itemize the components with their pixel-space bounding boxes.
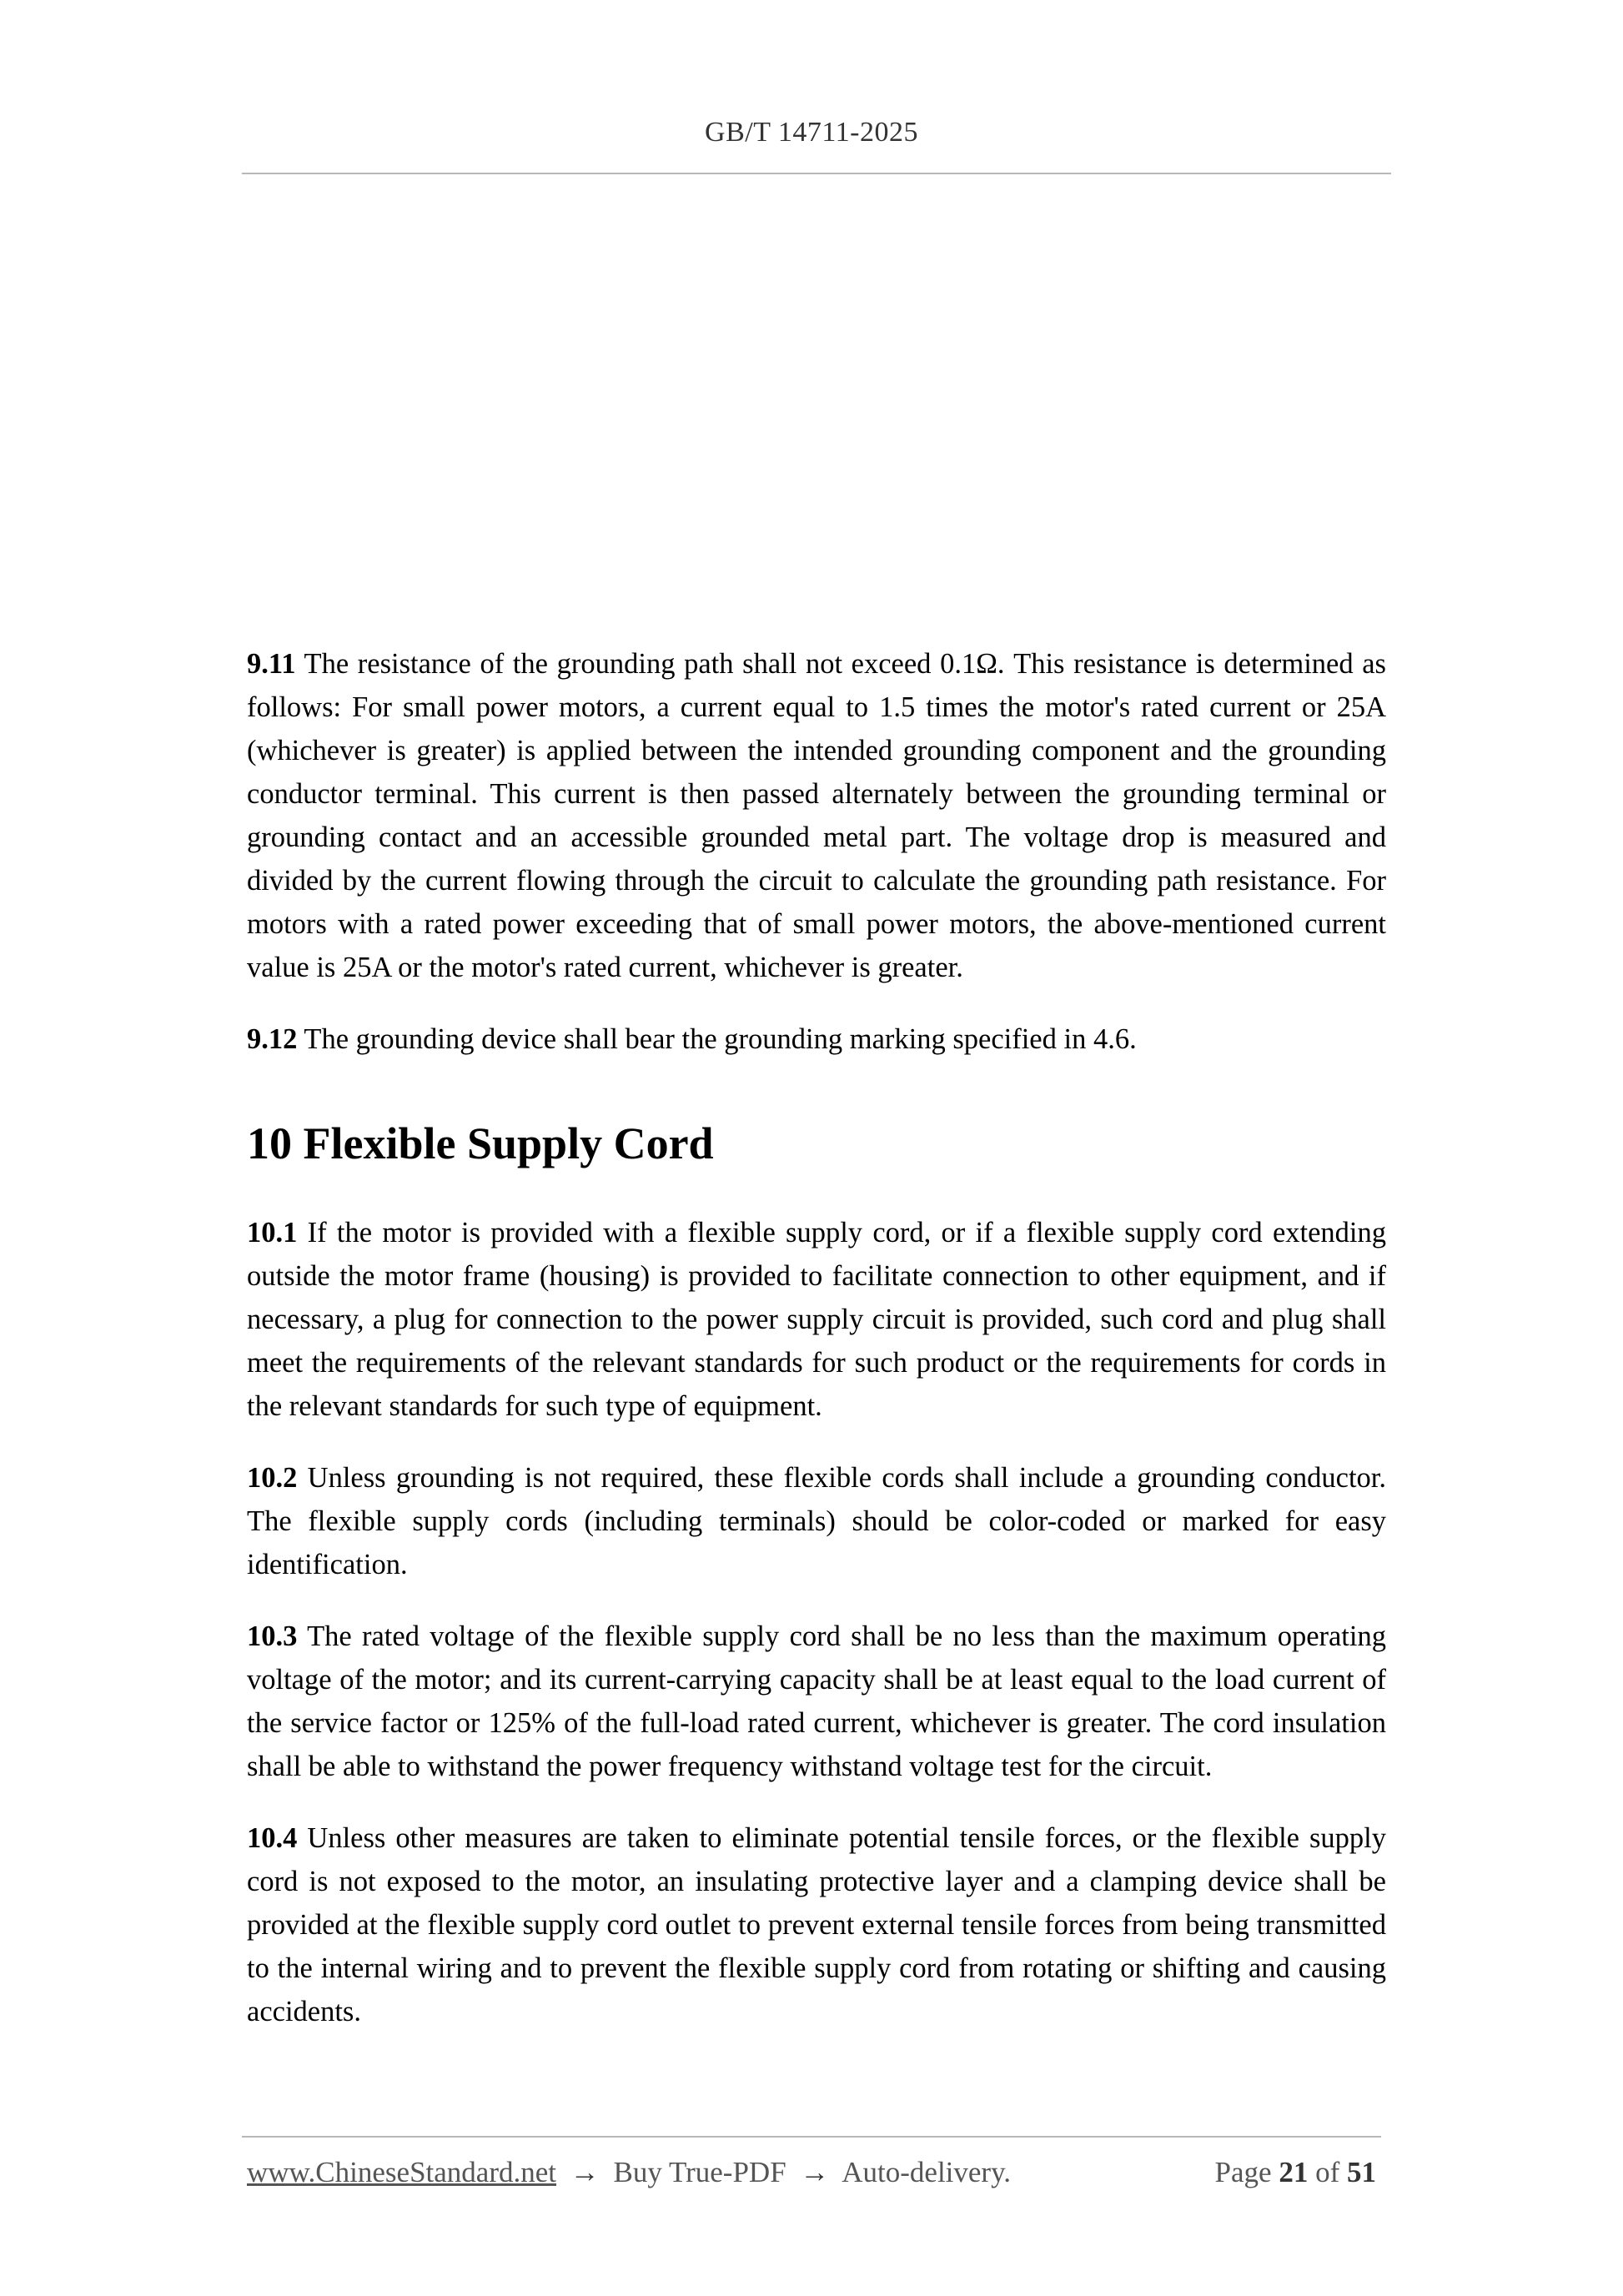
- total-pages: 51: [1347, 2156, 1376, 2188]
- clause-text: If the motor is provided with a flexible supply cord, or if a flexible supply cord extending outside the motor frame (housing) is provided to facilitate connection to other equipment, and if necessary, a plug for connection to the power supply circuit is provided, such cord and plug shall meet the requirements of the relevant standards for such product or the requirements for cords in the relevant standards for such type of equipment.: [247, 1217, 1387, 1422]
- clause-text: Unless grounding is not required, these flexible cords shall include a grounding conductor. The flexible supply cords (including terminals) should be color-coded or marked for easy identification.: [247, 1462, 1386, 1580]
- clause-text: The resistance of the grounding path shall not exceed 0.1Ω. This resistance is determined as follows: For small power motors, a current equal to 1.5 times the motor's rated current or 25A (whichever is greater) is applied between the intended grounding component and the grounding conductor terminal. This current is then passed alternately between the grounding terminal or grounding contact and an accessible grounded metal part. The voltage drop is measured and divided by the current flowing through the circuit to calculate the grounding path resistance. For motors with a rated power exceeding that of small power motors, the above-mentioned current value is 25A or the motor's rated current, whichever is greater.: [247, 648, 1386, 983]
- clause-10-3: [247, 1615, 1386, 1788]
- arrow-right-icon: →: [570, 2156, 600, 2188]
- page-content: [247, 642, 1386, 2062]
- arrow-right-icon: →: [800, 2156, 830, 2188]
- clause-number: 10.3: [247, 1620, 298, 1652]
- header-divider: [242, 173, 1391, 174]
- clause-number: 10.2: [247, 1462, 298, 1494]
- clause-10-1: [247, 1211, 1386, 1428]
- buy-true-pdf-text: Buy True-PDF: [613, 2156, 786, 2188]
- clause-9-12: [247, 1017, 1386, 1061]
- clause-text: The grounding device shall bear the grounding marking specified in 4.6.: [304, 1023, 1137, 1055]
- clause-10-2: [247, 1456, 1386, 1586]
- document-header-title: GB/T 14711-2025: [705, 117, 918, 148]
- website-link[interactable]: www.ChineseStandard.net: [247, 2156, 556, 2188]
- section-heading: 10 Flexible Supply Cord: [247, 1118, 714, 1168]
- clause-10-4: [247, 1816, 1386, 2033]
- clause-9-11: [247, 642, 1386, 989]
- clause-text: The rated voltage of the flexible supply cord shall be no less than the maximum operating voltage of the motor; and its current-carrying capacity shall be at least equal to the load current of the service factor or 125% of the full-load rated current, whichever is greater. The cord insulation shall be able to withstand the power frequency withstand voltage test for the circuit.: [247, 1620, 1386, 1782]
- clause-number: 10.1: [247, 1217, 298, 1248]
- clause-number: 10.4: [247, 1822, 298, 1854]
- auto-delivery-text: Auto-delivery.: [842, 2156, 1012, 2188]
- clause-number: 9.12: [247, 1023, 298, 1055]
- of-label: of: [1315, 2156, 1340, 2188]
- current-page: 21: [1279, 2156, 1309, 2188]
- clause-text: Unless other measures are taken to eliminate potential tensile forces, or the flexible supply cord is not exposed to the motor, an insulating protective layer and a clamping device shall be provided at the flexible supply cord outlet to prevent external tensile forces from being transmitted to the internal wiring and to prevent the flexible supply cord from rotating or shifting and causing accidents.: [247, 1822, 1387, 2027]
- clause-number: 9.11: [247, 648, 296, 680]
- footer-promo: [247, 2156, 1011, 2189]
- page-label: Page: [1214, 2156, 1272, 2188]
- page-number: [1215, 2156, 1376, 2189]
- footer-divider: [242, 2136, 1381, 2138]
